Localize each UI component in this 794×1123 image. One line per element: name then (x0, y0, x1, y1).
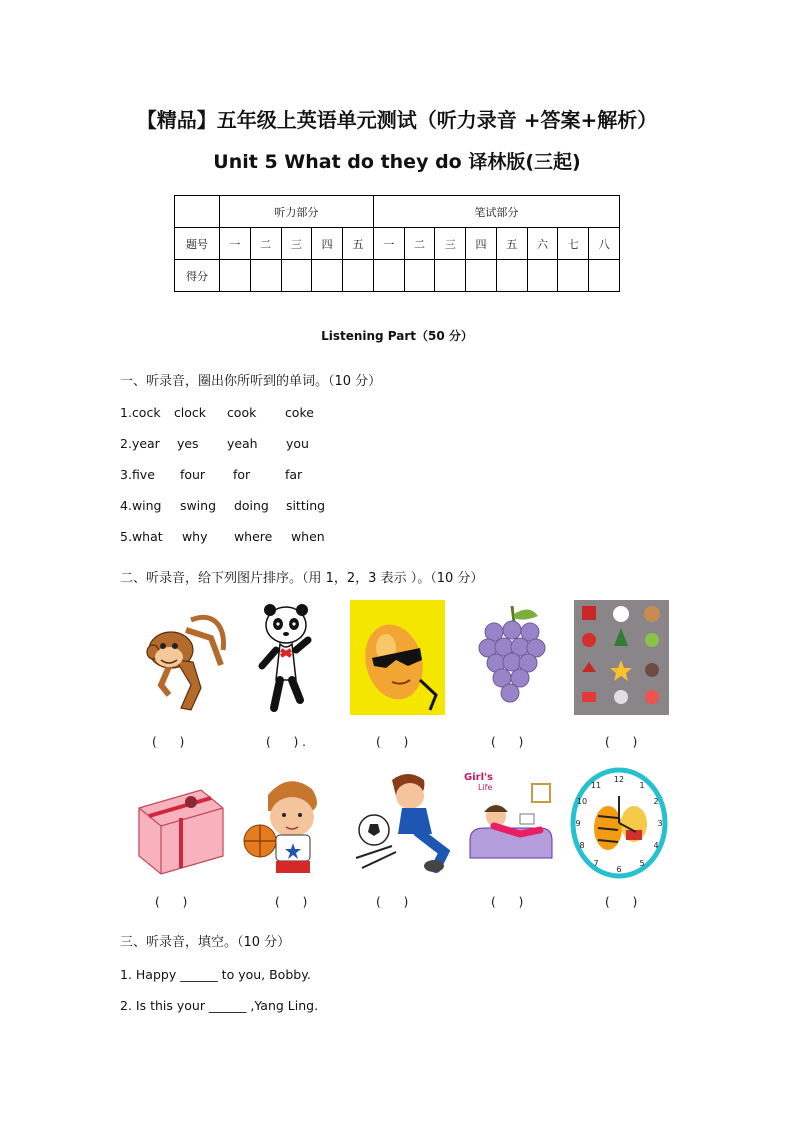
listening-header: 听力部分 (220, 196, 374, 228)
word-row: 2.year yes yeah you (120, 436, 309, 451)
score-cell[interactable] (466, 260, 497, 292)
word-option[interactable]: far (284, 467, 303, 482)
section3-heading: 三、听录音，填空。（10 分） (120, 935, 291, 950)
header-cell: 一 (220, 228, 251, 260)
svg-text:Life: Life (478, 783, 493, 792)
word-option[interactable]: wing (131, 498, 162, 513)
basketball-boy-picture (240, 775, 335, 883)
fill-blank-item[interactable]: 1. Happy ______ to you, Bobby. (120, 967, 311, 982)
fill-blank-item[interactable]: 2. Is this your ______ ,Yang Ling. (120, 998, 319, 1013)
score-cell[interactable] (404, 260, 435, 292)
document-subtitle: Unit 5 What do they do 译林版(三起) (213, 151, 581, 173)
document-title: 【精品】五年级上英语单元测试（听力录音 +答案+解析） (136, 108, 658, 132)
header-cell: 四 (312, 228, 343, 260)
svg-text:5: 5 (639, 859, 645, 868)
score-cell[interactable] (281, 260, 312, 292)
word-option[interactable]: doing (233, 498, 269, 513)
svg-text:2: 2 (653, 797, 659, 806)
section1-heading: 一、听录音，圈出你所听到的单词。（10 分） (120, 374, 382, 389)
word-option[interactable]: when (290, 529, 325, 544)
answer-blank[interactable]: ( ) (491, 895, 524, 909)
header-cell: 五 (343, 228, 374, 260)
header-cell: 二 (250, 228, 281, 260)
word-option[interactable]: for (232, 467, 251, 482)
answer-blank[interactable]: ( ) (152, 735, 185, 749)
svg-text:6: 6 (616, 865, 622, 874)
svg-text:11: 11 (590, 781, 602, 790)
svg-text:4: 4 (653, 841, 659, 850)
word-row: 1.cock clock cook coke (120, 405, 314, 420)
word-option[interactable]: swing (179, 498, 217, 513)
tigger-clock-picture (570, 766, 668, 881)
section2-heading: 二、听录音，给下列图片排序。（用 1，2，3 表示 ）。（10 分） (120, 571, 484, 586)
header-cell: 三 (435, 228, 466, 260)
score-cell[interactable] (343, 260, 374, 292)
word-option[interactable]: cock (131, 405, 161, 420)
header-cell: 七 (558, 228, 589, 260)
listening-part-title: Listening Part（50 分） (321, 329, 473, 343)
row-label-number: 题号 (175, 228, 220, 260)
word-option[interactable]: four (179, 467, 206, 482)
word-option[interactable]: where (233, 529, 273, 544)
word-option[interactable]: clock (173, 405, 207, 420)
header-cell: 一 (373, 228, 404, 260)
svg-text:10: 10 (576, 797, 588, 806)
score-cell[interactable] (312, 260, 343, 292)
answer-blank[interactable]: ( ) . (266, 735, 306, 749)
girl-on-sofa-picture (460, 768, 558, 880)
panda-picture (256, 600, 316, 715)
gift-box-picture (131, 768, 229, 880)
mango-picture (350, 600, 445, 715)
svg-text:9: 9 (575, 819, 581, 828)
word-option[interactable]: five (131, 467, 155, 482)
svg-text:7: 7 (593, 859, 599, 868)
svg-text:1: 1 (639, 781, 645, 790)
answer-blank[interactable]: ( ) (376, 895, 409, 909)
answer-blank[interactable]: ( ) (605, 895, 638, 909)
score-cell[interactable] (435, 260, 466, 292)
answer-blank[interactable]: ( ) (491, 735, 524, 749)
score-cell[interactable] (558, 260, 589, 292)
header-cell: 二 (404, 228, 435, 260)
word-option[interactable]: what (131, 529, 163, 544)
grapes-picture (472, 600, 552, 715)
word-option[interactable]: cook (226, 405, 257, 420)
score-cell[interactable] (373, 260, 404, 292)
svg-text:8: 8 (579, 841, 585, 850)
score-cell[interactable] (527, 260, 558, 292)
header-cell: 三 (281, 228, 312, 260)
row-label-score: 得分 (175, 260, 220, 292)
score-cell[interactable] (496, 260, 527, 292)
christmas-stickers-picture (574, 600, 669, 715)
answer-blank[interactable]: ( ) (376, 735, 409, 749)
score-cell[interactable] (220, 260, 251, 292)
word-option[interactable]: sitting (285, 498, 326, 513)
word-option[interactable]: year (131, 436, 160, 451)
header-cell: 八 (589, 228, 620, 260)
word-row: 4.wing swing doing sitting (120, 498, 326, 513)
svg-text:12: 12 (613, 775, 625, 784)
word-option[interactable]: yeah (226, 436, 258, 451)
score-cell[interactable] (589, 260, 620, 292)
answer-blank[interactable]: ( ) (155, 895, 188, 909)
header-cell: 四 (466, 228, 497, 260)
word-option[interactable]: why (181, 529, 208, 544)
football-boy-picture (352, 768, 452, 880)
word-option[interactable]: yes (176, 436, 199, 451)
header-cell: 六 (527, 228, 558, 260)
word-row: 5.what why where when (120, 529, 325, 544)
svg-text:Girl's: Girl's (464, 772, 494, 783)
svg-text:3: 3 (657, 819, 663, 828)
answer-blank[interactable]: ( ) (605, 735, 638, 749)
score-table (174, 195, 620, 292)
word-option[interactable]: you (285, 436, 309, 451)
word-row: 3.five four for far (120, 467, 303, 482)
monkey-picture (131, 600, 231, 715)
written-header: 笔试部分 (373, 196, 619, 228)
answer-blank[interactable]: ( ) (275, 895, 308, 909)
header-cell: 五 (496, 228, 527, 260)
word-option[interactable]: coke (284, 405, 314, 420)
score-cell[interactable] (250, 260, 281, 292)
